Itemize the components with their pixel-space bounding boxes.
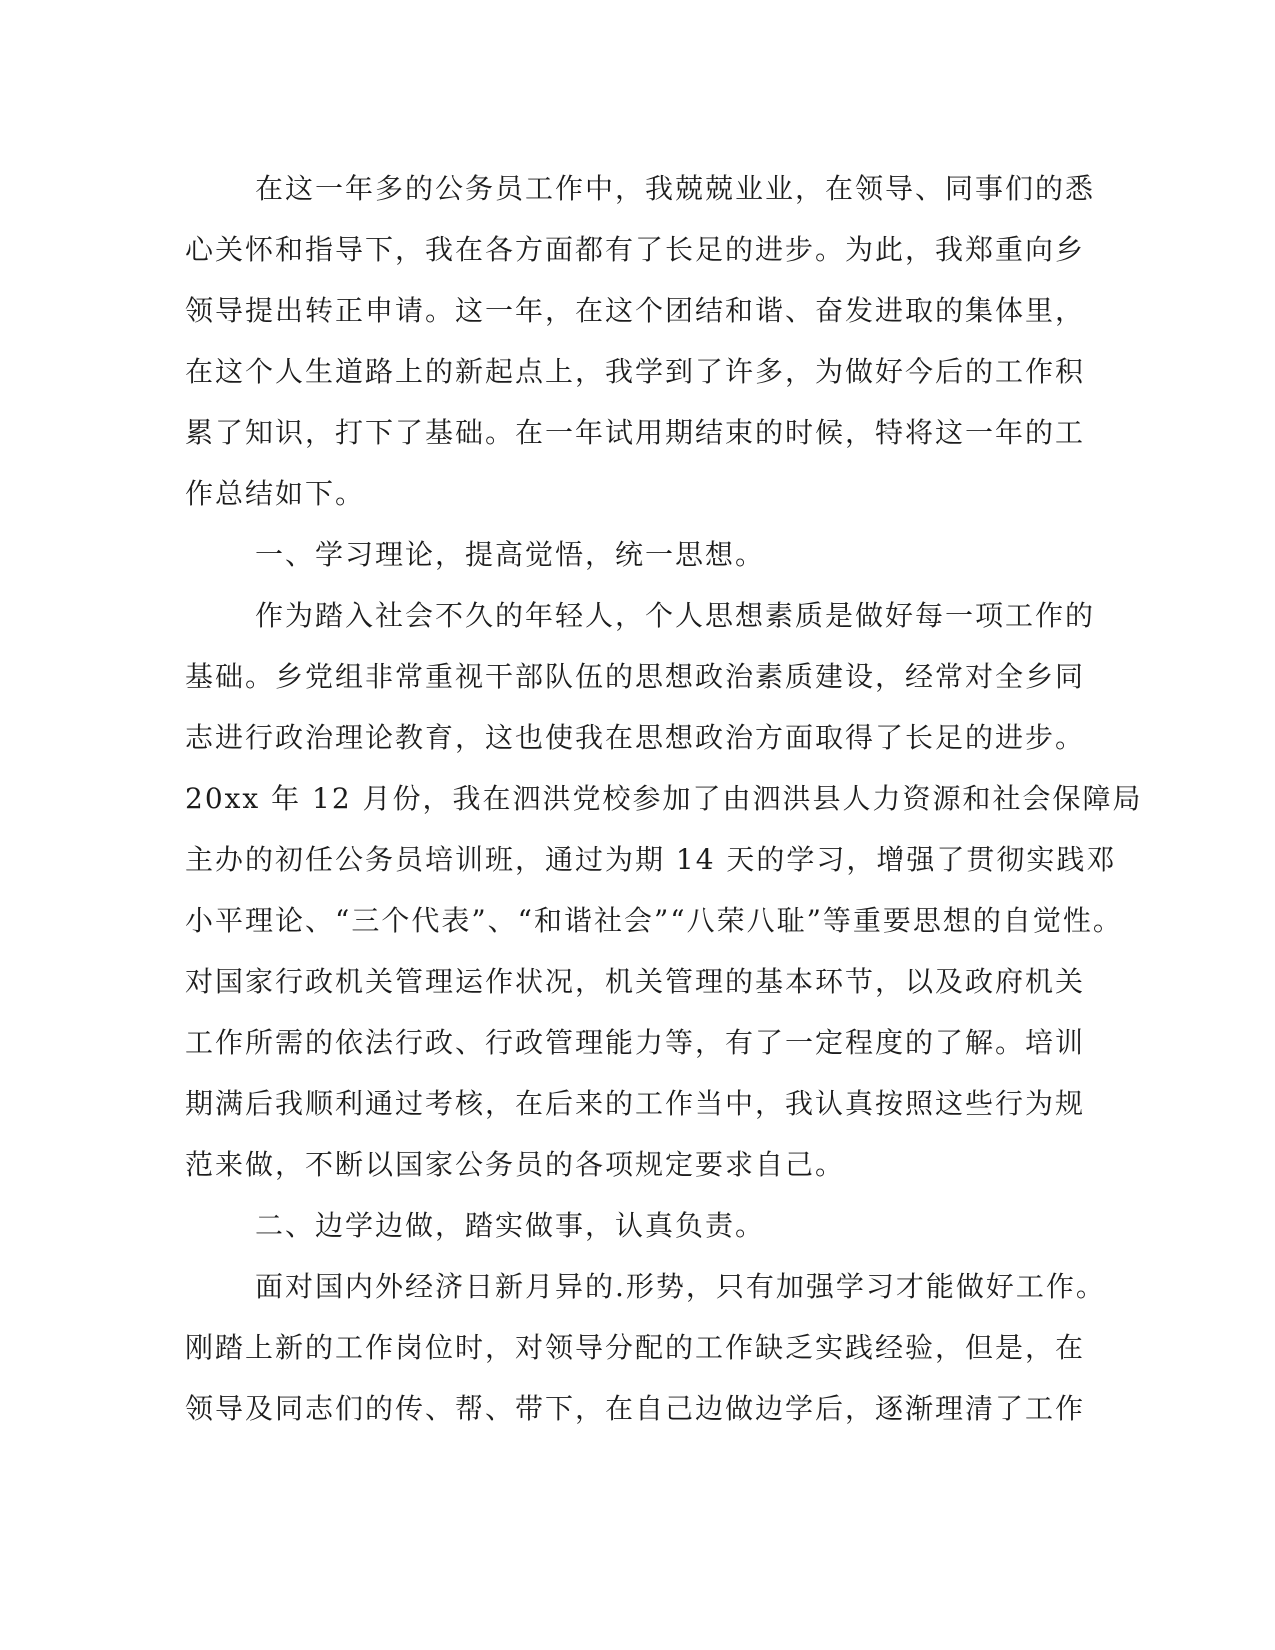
document-body bbox=[185, 158, 1143, 1439]
paragraph-line: 主办的初任公务员培训班，通过为期 14 天的学习，增强了贯彻实践邓 bbox=[185, 843, 1117, 876]
paragraph-line: 基础。乡党组非常重视干部队伍的思想政治素质建设，经常对全乡同 bbox=[185, 660, 1086, 693]
paragraph-line: 志进行政治理论教育，这也使我在思想政治方面取得了长足的进步。 bbox=[185, 721, 1086, 754]
paragraph-line: 刚踏上新的工作岗位时，对领导分配的工作缺乏实践经验，但是，在 bbox=[185, 1331, 1086, 1364]
paragraph-line: 20xx 年 12 月份，我在泗洪党校参加了由泗洪县人力资源和社会保障局 bbox=[185, 782, 1143, 815]
paragraph-line: 在这个人生道路上的新起点上，我学到了许多，为做好今后的工作积 bbox=[185, 355, 1086, 388]
paragraph-line: 期满后我顺利通过考核，在后来的工作当中，我认真按照这些行为规 bbox=[185, 1087, 1086, 1120]
paragraph-line: 领导提出转正申请。这一年，在这个团结和谐、奋发进取的集体里， bbox=[185, 294, 1086, 327]
paragraph-line: 领导及同志们的传、帮、带下，在自己边做边学后，逐渐理清了工作 bbox=[185, 1392, 1086, 1425]
paragraph-line: 心关怀和指导下，我在各方面都有了长足的进步。为此，我郑重向乡 bbox=[185, 233, 1086, 266]
paragraph-line: 面对国内外经济日新月异的.形势，只有加强学习才能做好工作。 bbox=[255, 1270, 1106, 1303]
section-heading: 一、学习理论，提高觉悟，统一思想。 bbox=[255, 538, 766, 571]
paragraph-line: 范来做，不断以国家公务员的各项规定要求自己。 bbox=[185, 1148, 846, 1181]
paragraph-line: 累了知识，打下了基础。在一年试用期结束的时候，特将这一年的工 bbox=[185, 416, 1086, 449]
paragraph-line: 作为踏入社会不久的年轻人，个人思想素质是做好每一项工作的 bbox=[255, 599, 1096, 632]
paragraph-line: 作总结如下。 bbox=[185, 477, 366, 510]
section-heading: 二、边学边做，踏实做事，认真负责。 bbox=[255, 1209, 766, 1242]
paragraph-line: 工作所需的依法行政、行政管理能力等，有了一定程度的了解。培训 bbox=[185, 1026, 1086, 1059]
paragraph-line: 小平理论、“三个代表”、“和谐社会”“八荣八耻”等重要思想的自觉性。 bbox=[185, 904, 1123, 937]
paragraph-line: 对国家行政机关管理运作状况，机关管理的基本环节，以及政府机关 bbox=[185, 965, 1086, 998]
paragraph-line: 在这一年多的公务员工作中，我兢兢业业，在领导、同事们的悉 bbox=[255, 172, 1096, 205]
